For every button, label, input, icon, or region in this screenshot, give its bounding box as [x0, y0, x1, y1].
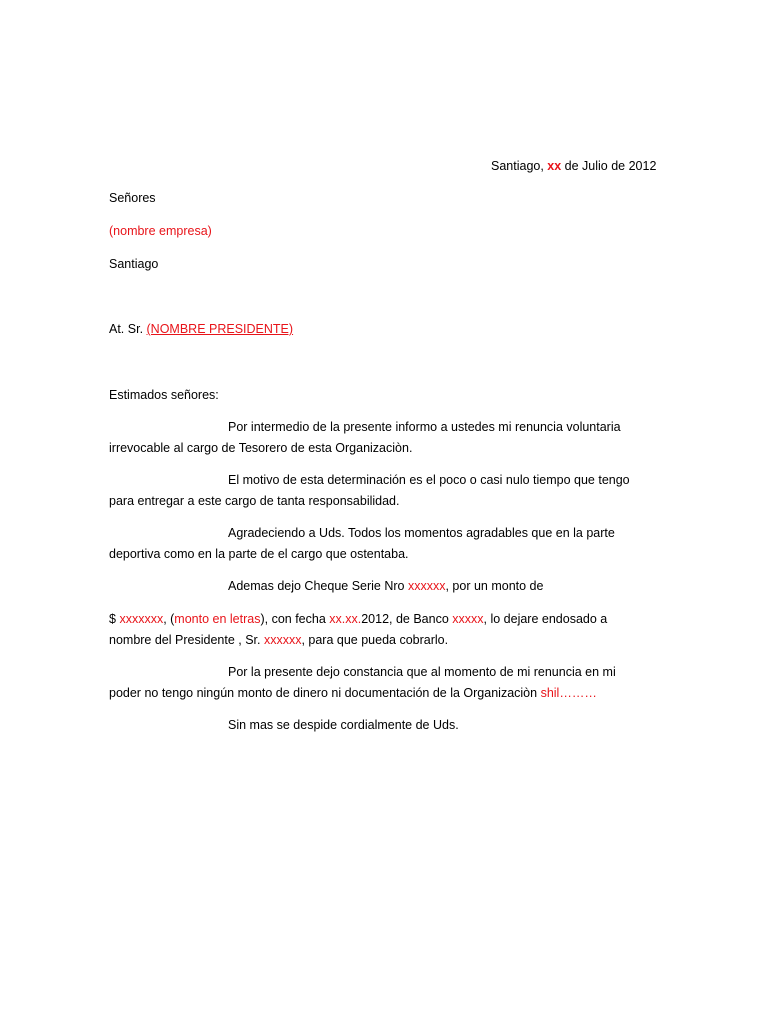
attention-prefix: At. Sr. [109, 322, 147, 336]
paragraph-2-line-2: para entregar a este cargo de tanta responsabilidad. [109, 494, 400, 508]
cheque-serie-placeholder: xxxxxx [407, 579, 446, 593]
paragraph-6-line-2 [109, 685, 597, 701]
paragraph-3-line-1: Agradeciendo a Uds. Todos los momentos agradables que en la parte [228, 526, 615, 540]
date-line [491, 158, 656, 174]
president-name-placeholder: (NOMBRE PRESIDENTE) [146, 322, 294, 336]
paragraph-5-line-1 [109, 611, 607, 627]
paragraph-3-line-2: deportiva como en la parte de el cargo que ostentaba. [109, 547, 409, 561]
date-prefix: Santiago, [491, 159, 548, 173]
paragraph-5-line-2 [109, 632, 448, 648]
company-placeholder: (nombre empresa) [109, 224, 212, 238]
attention-line [109, 321, 293, 337]
paragraph-2-line-1: El motivo de esta determinación es el poco o casi nulo tiempo que tengo [228, 473, 630, 487]
cheque-date-placeholder: xx.xx. [329, 612, 362, 626]
text-fragment: , para que pueda cobrarlo. [301, 633, 449, 647]
greeting: Estimados señores: [109, 388, 219, 402]
amount-placeholder: xxxxxxx [119, 612, 164, 626]
signature-placeholder: shil……… [540, 686, 597, 700]
dollar-sign: $ [109, 612, 120, 626]
text-fragment: ), con fecha [260, 612, 330, 626]
text-fragment: 2012, de Banco [361, 612, 453, 626]
paragraph-1-line-1: Por intermedio de la presente informo a ustedes mi renuncia voluntaria [228, 420, 621, 434]
bank-placeholder: xxxxx [452, 612, 484, 626]
president-placeholder: xxxxxx [263, 633, 302, 647]
paragraph-6-line-1: Por la presente dejo constancia que al momento de mi renuncia en mi [228, 665, 616, 679]
cheque-text-2: , por un monto de [445, 579, 544, 593]
amount-words-placeholder: monto en letras [174, 612, 261, 626]
date-day-placeholder: xx [547, 159, 562, 173]
salutation: Señores [109, 191, 156, 205]
paragraph-4 [228, 578, 543, 594]
paragraph-1-line-2: irrevocable al cargo de Tesorero de esta Organizaciòn. [109, 441, 413, 455]
recipient-city: Santiago [109, 257, 159, 271]
cheque-text: Ademas dejo Cheque Serie Nro [228, 579, 408, 593]
text-fragment: , lo dejare endosado a [483, 612, 608, 626]
closing: Sin mas se despide cordialmente de Uds. [228, 718, 459, 732]
text-fragment: poder no tengo ningún monto de dinero ni documentación de la Organizaciòn [109, 686, 541, 700]
date-suffix: de Julio de 2012 [561, 159, 657, 173]
text-fragment: nombre del Presidente , Sr. [109, 633, 264, 647]
text-fragment: , ( [163, 612, 175, 626]
